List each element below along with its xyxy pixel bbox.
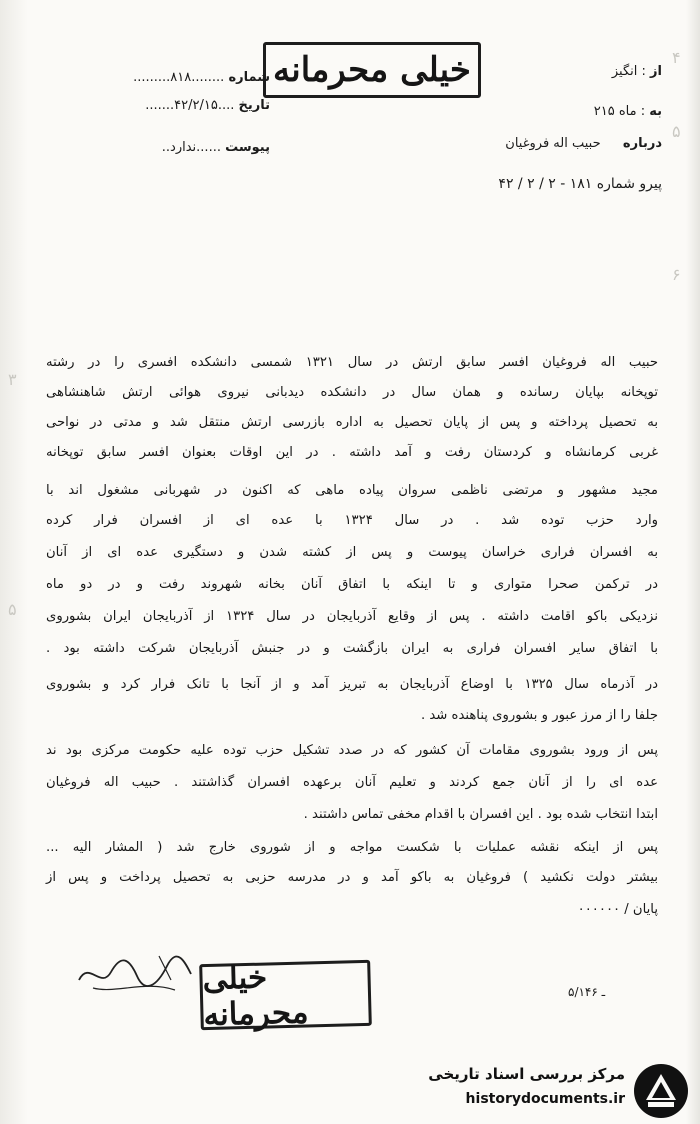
- date-label: تاریخ: [238, 98, 270, 113]
- body-line: به افسران فراری خراسان پیوست و پس از کشته شدن و دستگیری عده ای از آنان: [46, 545, 658, 560]
- attachment-value: ندارد: [170, 140, 197, 155]
- body-line: در آذرماه سال ۱۳۲۵ با اوضاع آذربایجان به تبریز آمد و از آنجا با تانک فرار کرد و بشوروی: [46, 677, 658, 692]
- archive-logo-icon: [632, 1062, 690, 1120]
- from-value: انگیز: [611, 64, 638, 79]
- number-value: ۸۱۸: [170, 70, 192, 85]
- subject-value: حبیب اله فروغیان: [505, 136, 601, 151]
- to-label: به: [649, 104, 662, 119]
- subject-field: [505, 136, 662, 151]
- document-code: ۵/۱۴۶ ـ: [568, 985, 606, 999]
- stamp-top-text: خیلی محرمانه: [273, 50, 471, 90]
- body-line: حبیب اله فروغیان افسر سابق ارتش در سال ۱۳۲۱ شمسی دانشکده افسری را در رشته: [46, 355, 658, 370]
- archive-watermark: [410, 1058, 695, 1124]
- stamp-bottom-text: خیلی محرمانه: [202, 959, 309, 1034]
- from-field: از : انگیز: [611, 64, 662, 79]
- body-line: پس از اینکه نقشه عملیات با شکست مواجه و از شوروی خارج شد ( المشار الیه ...: [46, 840, 658, 855]
- margin-mark: ۶: [672, 265, 681, 284]
- body-line: توپخانه بپایان رسانده و همان سال در دانشکده دیدبانی نیروی هوائی ارتش شاهنشاهی: [46, 385, 658, 400]
- watermark-title: مرکز بررسی اسناد تاریخی: [428, 1065, 625, 1083]
- subject-label: درباره: [622, 136, 662, 151]
- from-label: از: [650, 64, 662, 79]
- reference-line: پیرو شماره ۱۸۱ - ۲ / ۲ / ۴۲: [498, 176, 662, 192]
- body-line: با اتفاق سایر افسران فراری به ایران بازگشت و در جنبش آذربایجان شرکت داشته بود .: [46, 641, 658, 656]
- date-value: ۴۲/۲/۱۵: [174, 98, 218, 113]
- body-line: پایان / ۰۰۰۰۰۰: [577, 902, 658, 917]
- watermark-url: historydocuments.ir: [465, 1091, 625, 1107]
- scan-edge-left: [0, 0, 28, 1124]
- attachment-label: پیوست: [225, 140, 270, 155]
- number-label: شماره: [228, 70, 270, 85]
- margin-mark: ۵: [672, 122, 681, 141]
- body-line: بیشتر دولت نکشید ) فروغیان به باکو آمد و در مدرسه حزبی به تحصیل پرداخت و پس از: [46, 870, 658, 885]
- to-value: ماه ۲۱۵: [593, 104, 637, 119]
- classification-stamp-top: [263, 42, 481, 98]
- attachment-field: پیوست ......ندارد..: [161, 140, 270, 155]
- body-line: نزدیکی باکو اقامت داشته . پس از وقایع آذربایجان در سال ۱۳۲۴ از آذربایجان ایران بشوروی: [46, 609, 658, 624]
- to-field: به : ماه ۲۱۵: [593, 104, 662, 119]
- margin-mark: ۵: [8, 600, 17, 619]
- body-line: پس از ورود بشوروی مقامات آن کشور که در صدد تشکیل حزب توده علیه حکومت مرکزی بود ند: [46, 743, 658, 758]
- body-line: عده ای را از آنان جمع کردند و تعلیم آنان برعهده افسران گذاشتند . حبیب اله فروغیان: [46, 775, 658, 790]
- margin-mark: ۳: [8, 370, 17, 389]
- date-field: تاریخ ....۴۲/۲/۱۵.......: [145, 98, 270, 113]
- body-line: در ترکمن صحرا متواری و تا اینکه با اتفاق آنان بخانه شهروند رفت و در دو ماه: [46, 577, 658, 592]
- body-line: وارد حزب توده شد . در سال ۱۳۲۴ با عده ای از افسران فرار کرده: [46, 513, 658, 528]
- body-line: مجید مشهور و مرتضی ناظمی سروان پیاده ماهی که اکنون در شهربانی مشغول اند با: [46, 483, 658, 498]
- body-line: ابتدا انتخاب شده بود . این افسران با اقدام مخفی تماس داشتند .: [303, 807, 658, 822]
- number-field: شماره ........۸۱۸.........: [133, 70, 270, 85]
- margin-mark: ۴: [672, 48, 681, 67]
- body-line: به تحصیل پرداخته و پس از پایان تحصیل به اداره بازرسی ارتش منتقل شد و مدتی در نواحی: [46, 415, 658, 430]
- body-line: غربی کرمانشاه و کردستان رفت و آمد داشته . در این اوقات بعنوان افسر سابق توپخانه: [46, 445, 658, 460]
- body-line: جلفا را از مرز عبور و بشوروی پناهنده شد .: [420, 708, 658, 723]
- scan-edge-right: [686, 0, 700, 1124]
- classification-stamp-bottom: [199, 959, 372, 1034]
- signature-scribble: [75, 950, 195, 998]
